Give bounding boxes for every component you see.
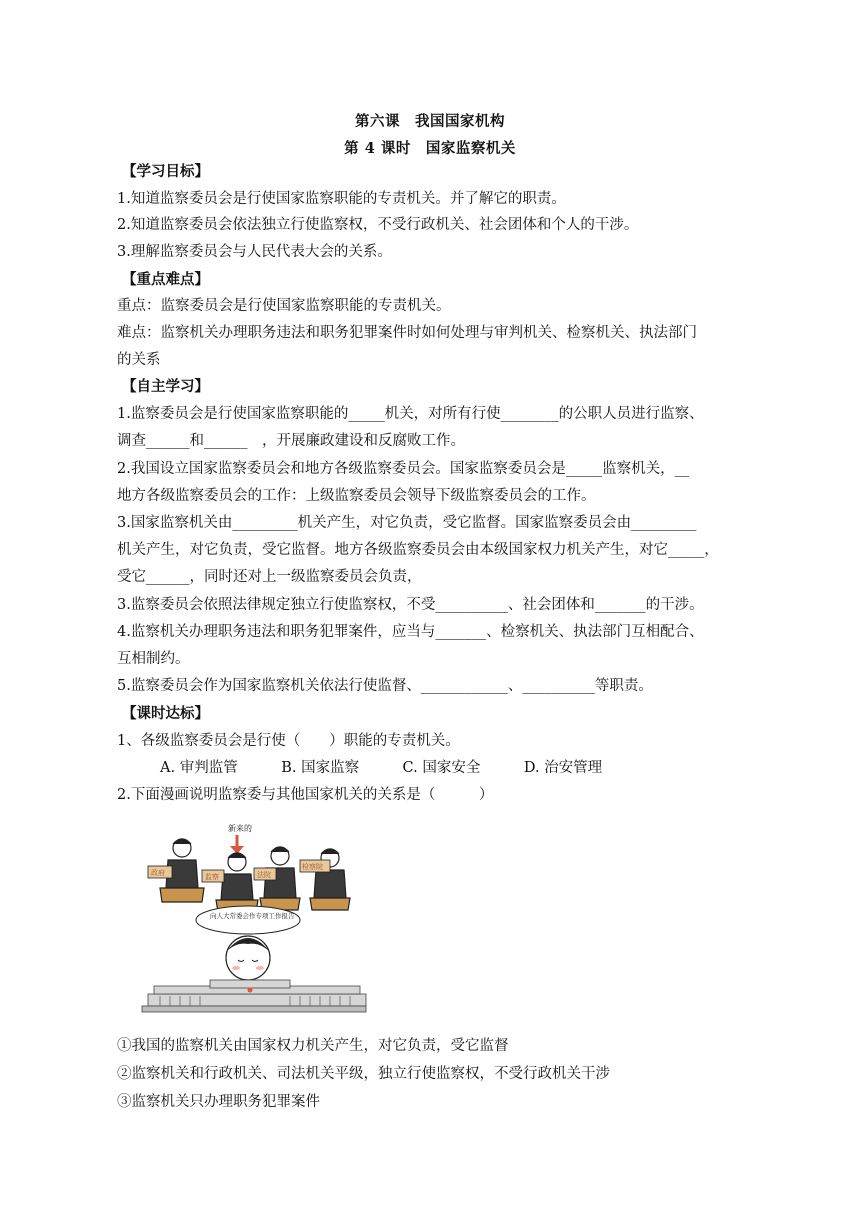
fill-blank-item: 调查______和______ ，开展廉政建设和反腐败工作。: [117, 433, 465, 449]
arrow-label: 新来的: [228, 824, 252, 833]
key-heading: 【重点难点】: [122, 271, 209, 288]
difficult-point-cont: 的关系: [117, 352, 161, 368]
sign-procuratorate: 检察院: [302, 863, 323, 871]
speech-bubble-text: 向人大常委会作专项工作报告: [210, 912, 295, 920]
difficult-point: 难点：监察机关办理职务违法和职务犯罪案件时如何处理与审判机关、检察机关、执法部门: [117, 325, 697, 341]
fill-blank-item: 3.国家监察机关由_________机关产生，对它负责，受它监督。国家监察委员会由_________: [117, 515, 697, 531]
question-1-options: A. 审判监管 B. 国家监察 C. 国家安全 D. 治安管理: [160, 760, 603, 776]
practice-heading: 【课时达标】: [122, 705, 209, 722]
fill-blank-item: 机关产生，对它负责，受它监督。地方各级监察委员会由本级国家权力机关产生，对它_____，: [117, 542, 719, 558]
goal-item: 3.理解监察委员会与人民代表大会的关系。: [117, 244, 392, 260]
fill-blank-item: 5.监察委员会作为国家监察机关依法行使监督、____________、__________等职责。: [117, 678, 653, 694]
goal-item: 1.知道监察委员会是行使国家监察职能的专责机关。并了解它的职责。: [117, 191, 566, 207]
fill-blank-item: 地方各级监察委员会的工作：上级监察委员会领导下级监察委员会的工作。: [117, 488, 596, 504]
comic-illustration: [140, 818, 370, 1018]
choice-3: ③监察机关只办理职务犯罪案件: [117, 1094, 320, 1110]
self-study-heading: 【自主学习】: [122, 378, 209, 395]
fill-blank-item: 受它______，同时还对上一级监察委员会负责，: [117, 569, 422, 585]
choice-1: ①我国的监察机关由国家权力机关产生，对它负责，受它监督: [117, 1038, 509, 1054]
sign-supervision: 监察: [205, 873, 219, 881]
fill-blank-item: 互相制约。: [117, 651, 190, 667]
fill-blank-item: 1.监察委员会是行使国家监察职能的_____机关，对所有行使________的公职人员进行监察、: [117, 406, 704, 422]
fill-blank-item: 2.我国设立国家监察委员会和地方各级监察委员会。国家监察委员会是_____监察机关，__: [117, 461, 690, 477]
lesson-title: 第六课 我国国家机构: [355, 113, 505, 130]
sign-court: 法院: [257, 871, 271, 879]
fill-blank-item: 3.监察委员会依照法律规定独立行使监察权，不受__________、社会团体和_______的干涉。: [117, 597, 704, 613]
question-2: 2.下面漫画说明监察委与其他国家机关的关系是（ ）: [117, 787, 494, 803]
goal-item: 2.知道监察委员会依法独立行使监察权，不受行政机关、社会团体和个人的干涉。: [117, 217, 639, 233]
lesson-subtitle: 第 4 课时 国家监察机关: [344, 140, 516, 157]
sign-government: 政府: [151, 869, 165, 877]
key-point: 重点：监察委员会是行使国家监察职能的专责机关。: [117, 298, 451, 314]
goals-heading: 【学习目标】: [122, 163, 209, 180]
fill-blank-item: 4.监察机关办理职务违法和职务犯罪案件，应当与_______、检察机关、执法部门互相配合、: [117, 624, 704, 640]
question-1: 1、各级监察委员会是行使（ ）职能的专责机关。: [117, 733, 460, 749]
choice-2: ②监察机关和行政机关、司法机关平级，独立行使监察权，不受行政机关干涉: [117, 1066, 610, 1082]
